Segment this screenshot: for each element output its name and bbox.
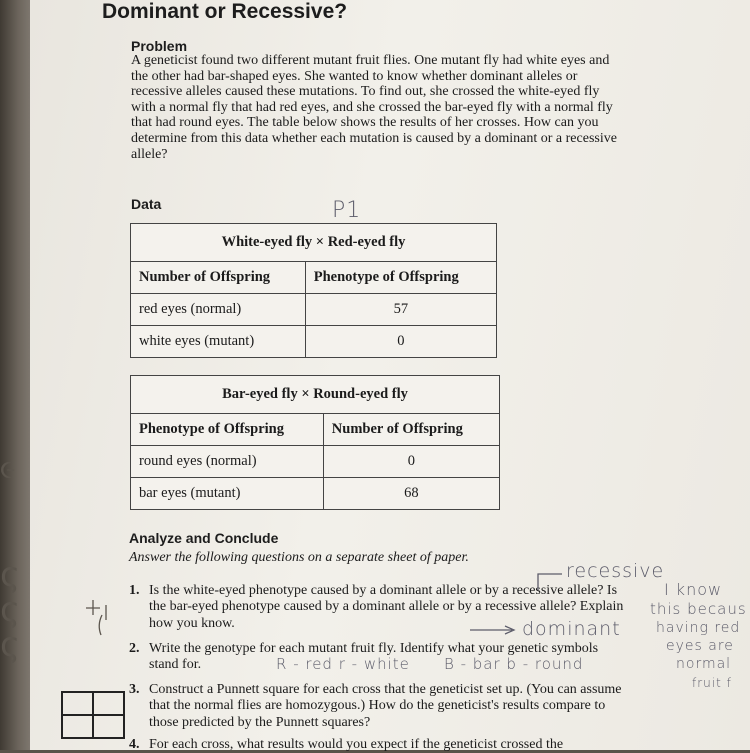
cross-table-white-eyed <box>130 223 497 358</box>
handwritten-answer: R - red r - white <box>276 655 410 673</box>
handwritten-note-line: this becaus <box>650 600 747 618</box>
question-number: 4. <box>129 737 140 752</box>
table-row <box>131 478 500 510</box>
handwritten-p1: P1 <box>332 198 362 223</box>
data-heading: Data <box>131 196 162 212</box>
margin-scribble: ς <box>0 590 20 630</box>
count-cell: 0 <box>323 446 499 478</box>
question-text: Construct a Punnett square for each cross that the geneticist set up. (You can assume that the normal flies are homozygous.) How do the geneticist's results compare to those predicted by the Punnett squares? <box>149 682 622 730</box>
margin-scribble: ς <box>0 625 20 665</box>
column-header: Phenotype of Offspring <box>305 262 496 294</box>
problem-text: A geneticist found two different mutant fruit flies. One mutant fly had white eyes and the other had bar-shaped eyes. She wanted to know whether dominant alleles or recessive alleles caused these mutations. To find out, she crossed the white-eyed fly with a normal fly that had red eyes, and she crossed the bar-eyed fly with a normal fly that had round eyes. The table below shows the results of her crosses. How can you determine from this data whether each mutation is caused by a dominant or a recessive allele? <box>131 53 617 162</box>
table-row <box>131 326 497 358</box>
analyze-heading: Analyze and Conclude <box>129 530 279 546</box>
question-4 <box>129 737 634 753</box>
page-title: Dominant or Recessive? <box>102 0 348 23</box>
handwritten-answer: B - bar b - round <box>444 655 584 673</box>
cross-table-bar-eyed <box>130 375 500 510</box>
table-row <box>131 294 497 326</box>
phenotype-cell: white eyes (mutant) <box>131 326 306 358</box>
table-title: White-eyed fly × Red-eyed fly <box>131 224 497 262</box>
count-cell: 0 <box>305 326 496 358</box>
count-cell: 68 <box>323 478 499 510</box>
handwritten-note-line: fruit f <box>692 676 732 690</box>
question-text: Is the white-eyed phenotype caused by a dominant allele or by a recessive allele? Is the bar-eyed phenotype caused by a dominant allele or by a recessive allele? Explain how you know. <box>149 583 624 631</box>
phenotype-cell: bar eyes (mutant) <box>131 478 324 510</box>
question-number: 2. <box>129 641 140 656</box>
table-title: Bar-eyed fly × Round-eyed fly <box>131 376 500 414</box>
phenotype-cell: round eyes (normal) <box>131 446 324 478</box>
table-row <box>131 446 500 478</box>
column-header: Number of Offspring <box>131 262 306 294</box>
handwritten-dominant: dominant <box>522 618 621 640</box>
handwritten-note-line: having red <box>656 620 741 636</box>
question-3 <box>129 682 634 731</box>
handwritten-note-line: eyes are <box>666 638 734 654</box>
phenotype-cell: red eyes (normal) <box>131 294 306 326</box>
handwritten-recessive: recessive <box>566 560 665 582</box>
handwritten-note-line: I know <box>664 580 723 599</box>
question-number: 1. <box>129 583 140 598</box>
problem-heading: Problem <box>131 38 188 54</box>
margin-scribble: ૯ <box>0 455 16 485</box>
count-cell: 57 <box>305 294 496 326</box>
question-text: Write the genotype for each mutant fruit fly. Identify what your genetic symbols stand for. <box>149 641 599 673</box>
instruction-text: Answer the following questions on a separate sheet of paper. <box>129 550 469 565</box>
question-text: For each cross, what results would you expect if the geneticist crossed the <box>149 737 564 752</box>
column-header: Number of Offspring <box>323 414 499 446</box>
column-header: Phenotype of Offspring <box>131 414 324 446</box>
handwritten-note-line: normal <box>676 656 732 672</box>
margin-scribble: ς <box>0 555 20 595</box>
question-number: 3. <box>129 682 140 697</box>
